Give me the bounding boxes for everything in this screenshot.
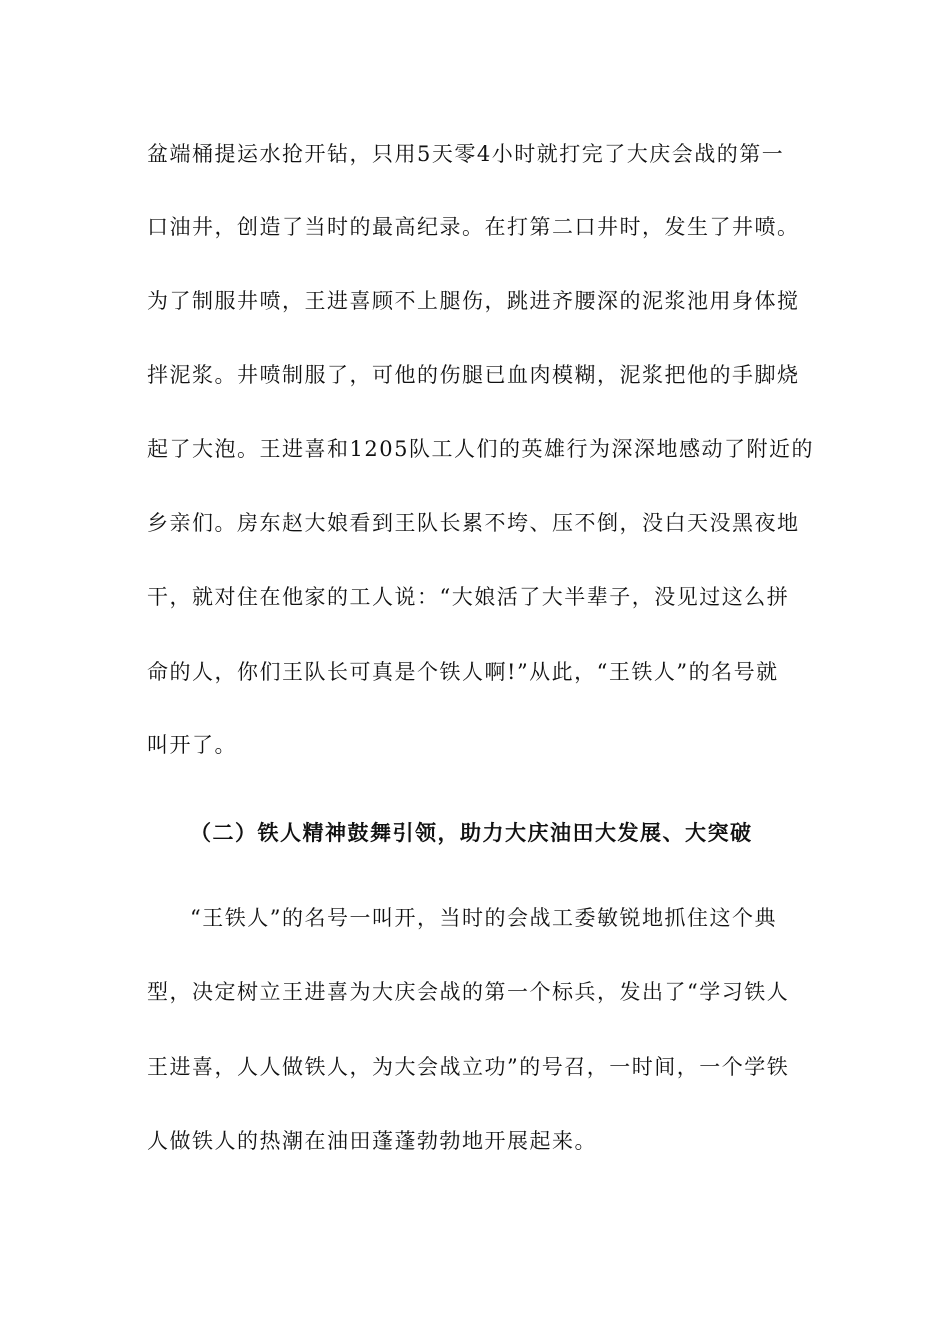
paragraph-2-line: “王铁人”的名号一叫开，当时的会战工委敏锐地抓住这个典 (190, 906, 777, 930)
paragraph-1-line: 盆端桶提运水抢开钻，只用5天零4小时就打完了大庆会战的第一 (147, 142, 785, 166)
paragraph-2-line: 型，决定树立王进喜为大庆会战的第一个标兵，发出了“学习铁人 (147, 980, 790, 1004)
section-heading: （二）铁人精神鼓舞引领，助力大庆油田大发展、大突破 (190, 820, 753, 845)
paragraph-1-line: 叫开了。 (147, 733, 237, 757)
paragraph-2-line: 人做铁人的热潮在油田蓬蓬勃勃地开展起来。 (147, 1129, 597, 1153)
paragraph-1-line: 口油井，创造了当时的最高纪录。在打第二口井时，发生了井喷。 (147, 215, 800, 239)
paragraph-1-line: 为了制服井喷，王进喜顾不上腿伤，跳进齐腰深的泥浆池用身体搅 (147, 289, 800, 313)
paragraph-2-line: 王进喜，人人做铁人，为大会战立功”的号召，一时间，一个学铁 (147, 1055, 790, 1079)
paragraph-1-line: 起了大泡。王进喜和1205队工人们的英雄行为深深地感动了附近的 (147, 437, 814, 461)
paragraph-1-line: 干，就对住在他家的工人说：“大娘活了大半辈子，没见过这么拼 (147, 585, 790, 609)
paragraph-1-line: 乡亲们。房东赵大娘看到王队长累不垮、压不倒，没白天没黑夜地 (147, 511, 800, 535)
paragraph-1-line: 拌泥浆。井喷制服了，可他的伤腿已血肉模糊，泥浆把他的手脚烧 (147, 363, 800, 387)
paragraph-1-line: 命的人，你们王队长可真是个铁人啊!”从此，“王铁人”的名号就 (147, 660, 779, 684)
